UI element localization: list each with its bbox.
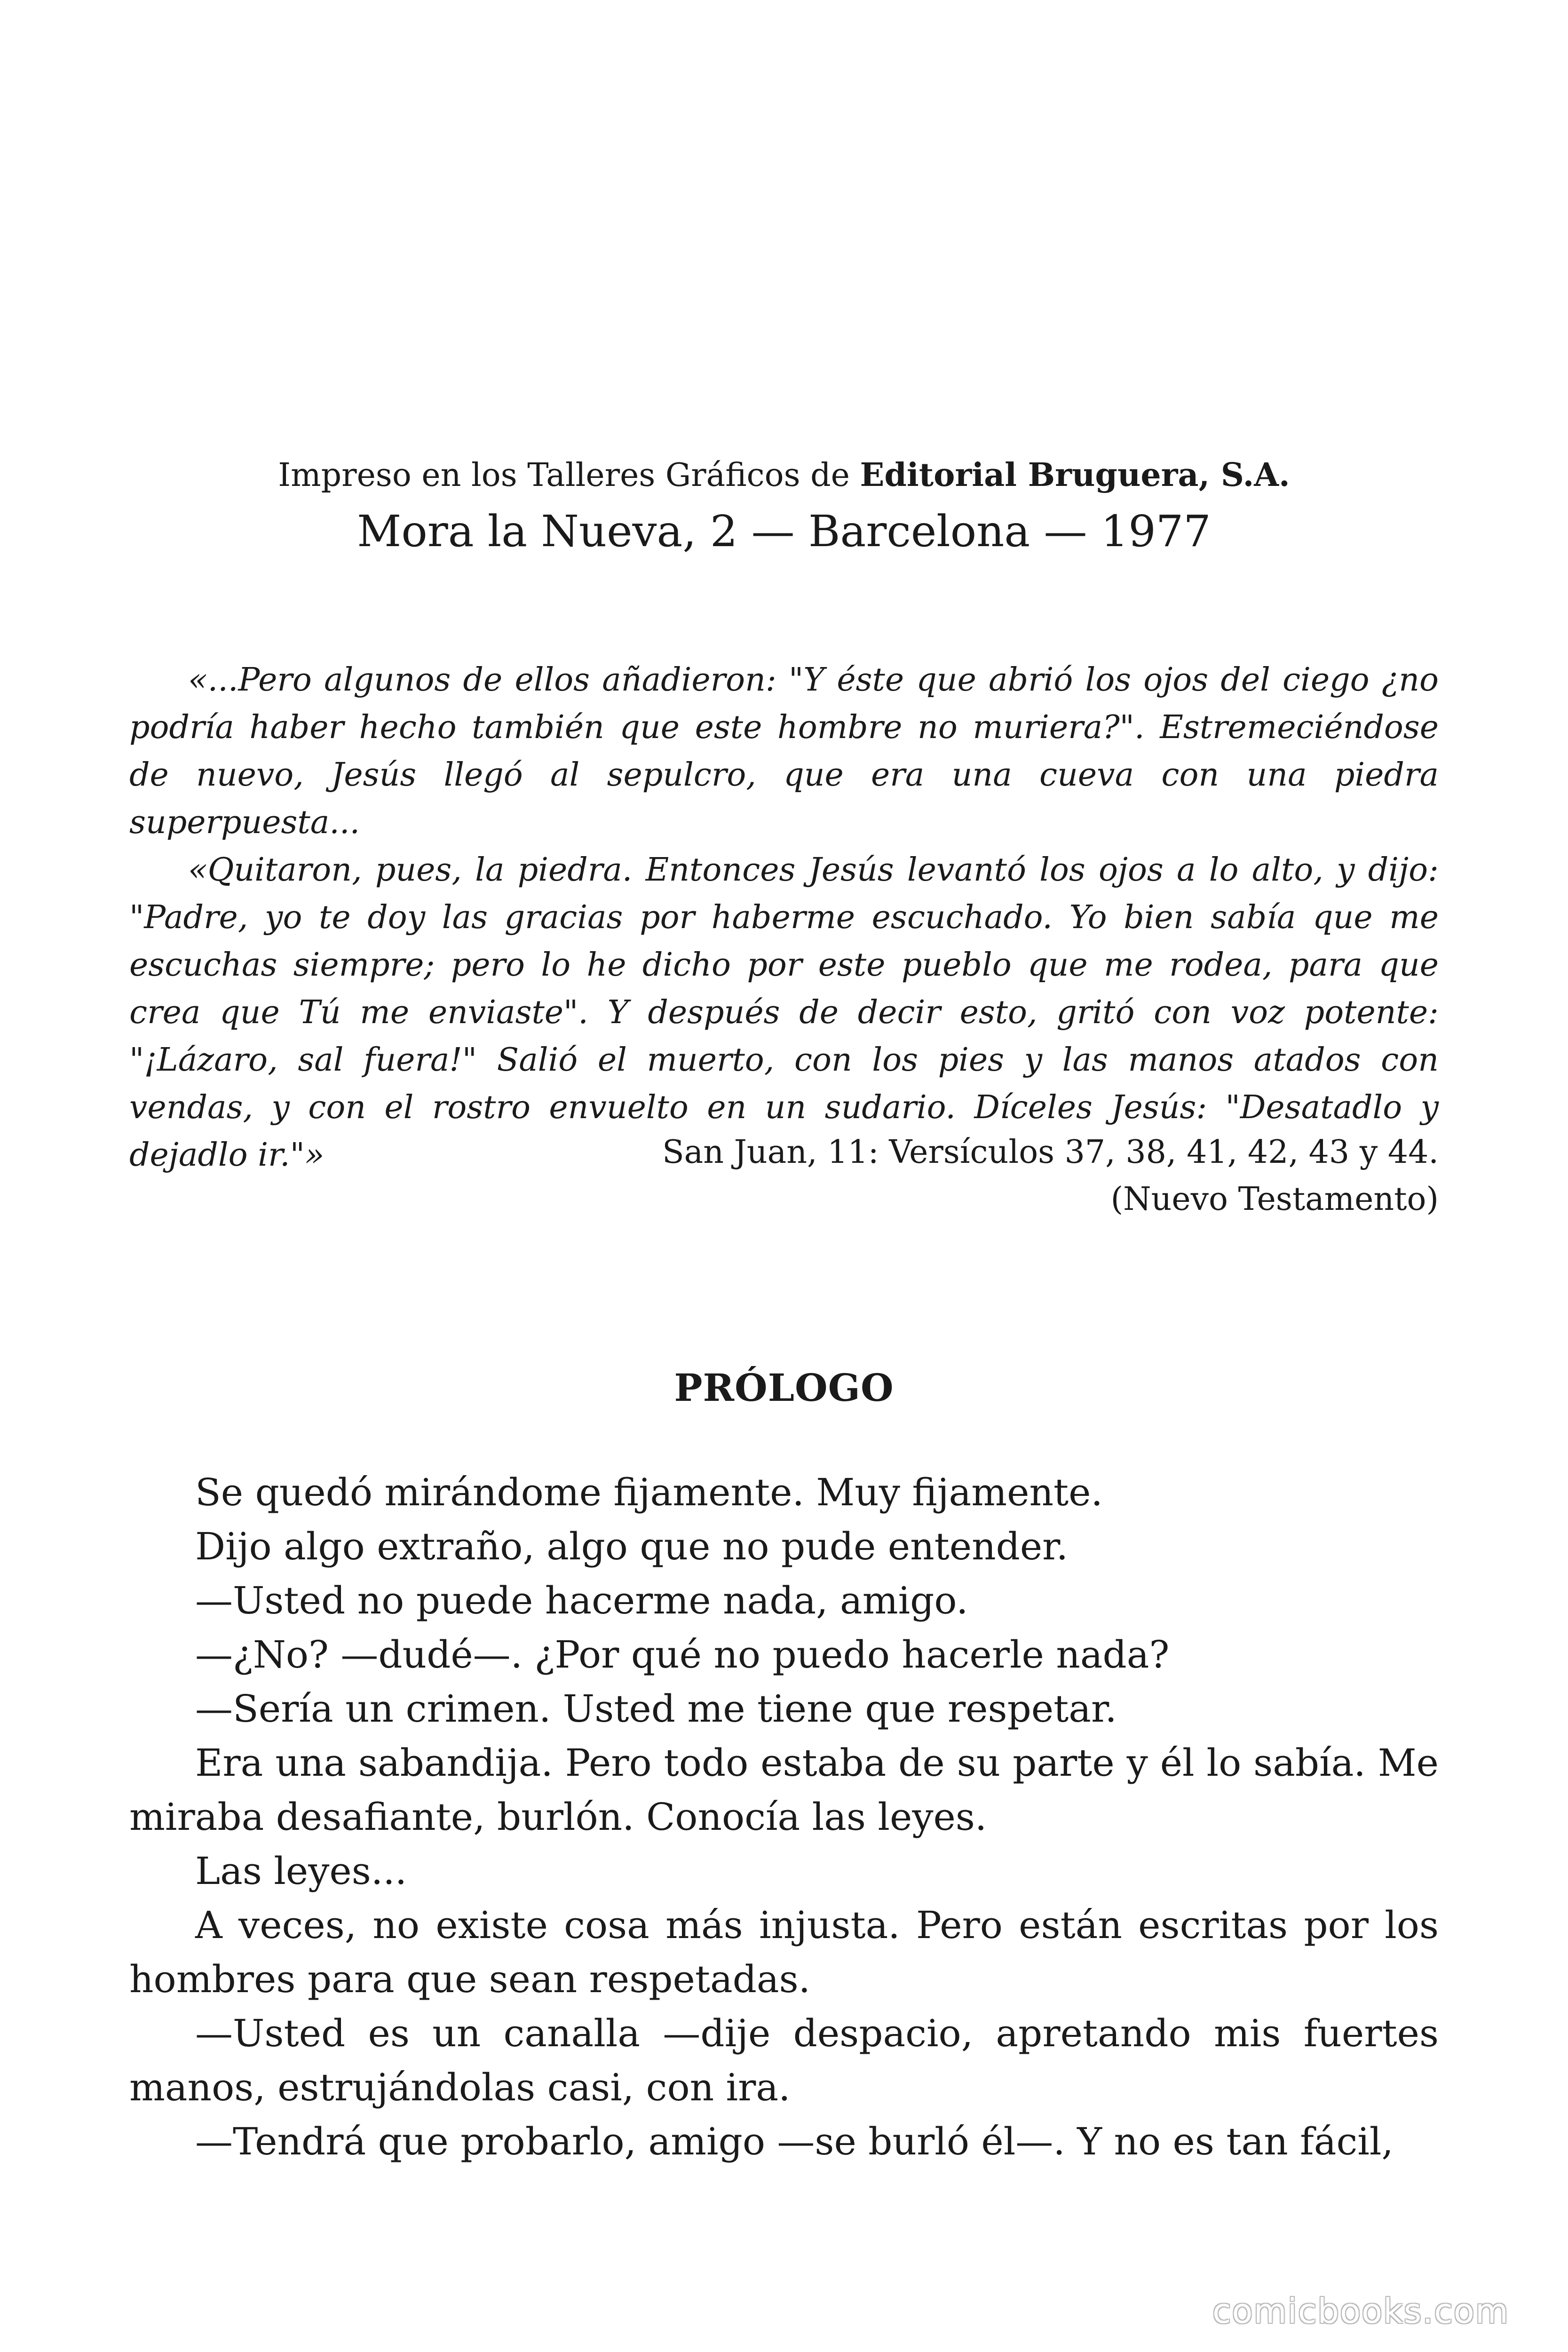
body-paragraph: Era una sabandija. Pero todo estaba de su parte y él lo sabía. Me miraba desafiante, burlón. Conocía las leyes. (129, 1741, 1439, 1839)
prologue-body (129, 1465, 1439, 2169)
body-paragraph: —Usted es un canalla —dije despacio, apretando mis fuertes manos, estrujándolas casi, con ira. (129, 2011, 1439, 2109)
body-paragraph: —Tendrá que probarlo, amigo —se burló él—. Y no es tan fácil, (195, 2120, 1394, 2163)
body-paragraph: Se quedó mirándome fijamente. Muy fijamente. (195, 1470, 1103, 1514)
prologue-title: PRÓLOGO (674, 1366, 894, 1410)
imprint-printer-line (129, 452, 1439, 499)
body-paragraph: —¿No? —dudé—. ¿Por qué no puedo hacerle nada? (195, 1633, 1170, 1677)
epigraph-citation (129, 1129, 1439, 1223)
epigraph-paragraph: «Quitaron, pues, la piedra. Entonces Jesús levantó los ojos a lo alto, y dijo: "Padre, yo te doy las gracias por haberme escuchado. Yo bien sabía que me escuchas siempre; pero lo he dicho por este pueblo que me rodea, para que crea que Tú me enviaste". Y después de decir esto, gritó con voz potente: "¡Lázaro, sal fuera!" Salió el muerto, con los pies y las manos atados con vendas, y con el rostro envuelto en un sudario. Díceles Jesús: "Desatadlo y dejadlo ir."» (129, 851, 1439, 1174)
imprint-block (129, 452, 1439, 562)
imprint-address-line: Mora la Nueva, 2 — Barcelona — 1977 (357, 506, 1211, 556)
imprint-prefix: Impreso en los Talleres Gráficos de (278, 457, 860, 494)
epigraph (129, 656, 1439, 1179)
imprint-publisher: Editorial Bruguera, S.A. (860, 456, 1290, 494)
body-paragraph: Dijo algo extraño, algo que no pude entender. (195, 1525, 1069, 1568)
body-paragraph: Las leyes... (195, 1849, 407, 1893)
citation-reference: San Juan, 11: Versículos 37, 38, 41, 42, 43 y 44. (662, 1134, 1439, 1171)
body-paragraph: A veces, no existe cosa más injusta. Pero están escritas por los hombres para que sean respetadas. (129, 1903, 1439, 2001)
citation-source: (Nuevo Testamento) (1110, 1181, 1439, 1218)
body-paragraph: —Sería un crimen. Usted me tiene que respetar. (195, 1687, 1117, 1731)
body-paragraph: —Usted no puede hacerme nada, amigo. (195, 1579, 968, 1622)
site-watermark: comicbooks.com (1212, 2291, 1509, 2331)
epigraph-paragraph: «...Pero algunos de ellos añadieron: "Y éste que abrió los ojos del ciego ¿no podría haber hecho también que este hombre no muriera?". Estremeciéndose de nuevo, Jesús llegó al sepulcro, que era una cueva con una piedra superpuesta... (129, 661, 1439, 841)
